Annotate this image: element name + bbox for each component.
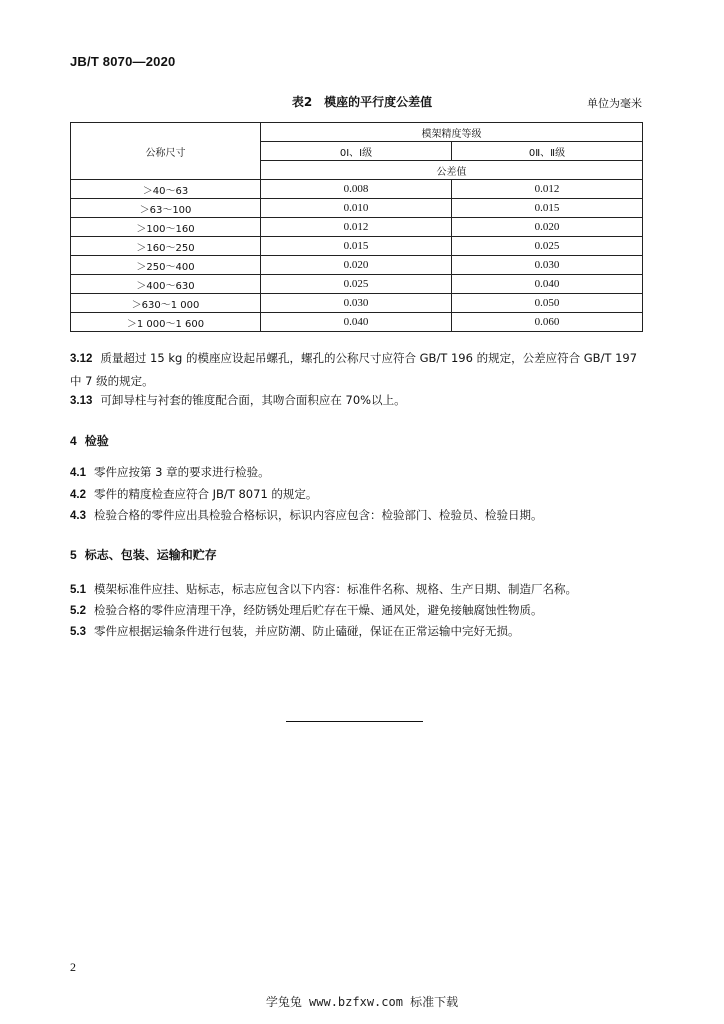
unit-note: 单位为毫米 <box>587 97 642 110</box>
clause-text: 质量超过 15 kg 的模座应设起吊螺孔，螺孔的公称尺寸应符合 GB/T 196 的规定，公差应符合 GB/T 197 中 7 级的规定。 <box>70 351 638 388</box>
clause-4-3 <box>70 504 645 527</box>
cell-size: ＞63～100 <box>71 199 261 218</box>
page-number: 2 <box>70 960 76 974</box>
clause-text: 检验合格的零件应出具检验合格标识，标识内容应包含：检验部门、检验员、检验日期。 <box>94 508 543 522</box>
table-row <box>71 237 643 256</box>
section-4-heading <box>70 432 109 449</box>
clause-text: 模架标准件应挂、贴标志，标志应包含以下内容：标准件名称、规格、生产日期、制造厂名称。 <box>94 582 577 596</box>
cell-grade-1: 0.025 <box>261 275 452 294</box>
cell-size: ＞400～630 <box>71 275 261 294</box>
cell-grade-2: 0.020 <box>452 218 643 237</box>
standard-code: JB/T 8070—2020 <box>70 54 176 69</box>
clause-number: 4.3 <box>70 510 86 522</box>
section-number: 4 <box>70 434 77 448</box>
end-of-document-rule <box>286 721 423 722</box>
header-nominal-size: 公称尺寸 <box>71 123 261 180</box>
header-tolerance: 公差值 <box>261 161 643 180</box>
header-grade-2: 0Ⅱ、Ⅱ级 <box>452 142 643 161</box>
clause-5-3 <box>70 620 645 643</box>
cell-grade-1: 0.010 <box>261 199 452 218</box>
clause-5-2 <box>70 599 645 622</box>
parallelism-tolerance-table <box>70 122 643 332</box>
cell-grade-1: 0.020 <box>261 256 452 275</box>
header-grade-1: 0Ⅰ、Ⅰ级 <box>261 142 452 161</box>
cell-grade-1: 0.030 <box>261 294 452 313</box>
clause-4-1 <box>70 461 645 484</box>
clause-number: 3.13 <box>70 395 93 407</box>
cell-size: ＞160～250 <box>71 237 261 256</box>
clause-number: 5.1 <box>70 584 86 596</box>
table-row <box>71 218 643 237</box>
cell-grade-2: 0.040 <box>452 275 643 294</box>
cell-size: ＞1 000～1 600 <box>71 313 261 332</box>
clause-3-12 <box>70 347 645 392</box>
clause-number: 4.2 <box>70 489 86 501</box>
table-row <box>71 180 643 199</box>
section-title: 检验 <box>84 434 109 448</box>
cell-grade-2: 0.015 <box>452 199 643 218</box>
clause-number: 5.3 <box>70 626 86 638</box>
table-row <box>71 294 643 313</box>
clause-text: 零件的精度检查应符合 JB/T 8071 的规定。 <box>94 487 318 501</box>
table-row <box>71 275 643 294</box>
cell-grade-2: 0.050 <box>452 294 643 313</box>
cell-size: ＞250～400 <box>71 256 261 275</box>
clause-text: 检验合格的零件应清理干净，经防锈处理后贮存在干燥、通风处，避免接触腐蚀性物质。 <box>94 603 543 617</box>
clause-number: 5.2 <box>70 605 86 617</box>
cell-grade-2: 0.060 <box>452 313 643 332</box>
section-5-heading <box>70 546 217 563</box>
clause-3-13 <box>70 389 645 412</box>
section-number: 5 <box>70 548 77 562</box>
clause-5-1 <box>70 578 645 601</box>
header-precision-grade: 模架精度等级 <box>261 123 643 142</box>
clause-4-2 <box>70 483 645 506</box>
cell-size: ＞100～160 <box>71 218 261 237</box>
clause-text: 零件应根据运输条件进行包装，并应防潮、防止磕碰，保证在正常运输中完好无损。 <box>94 624 520 638</box>
clause-number: 3.12 <box>70 353 93 365</box>
cell-grade-2: 0.025 <box>452 237 643 256</box>
section-title: 标志、包装、运输和贮存 <box>84 548 217 562</box>
footer-watermark: 学兔兔 www.bzfxw.com 标准下载 <box>265 995 459 1009</box>
cell-size: ＞40～63 <box>71 180 261 199</box>
table-row <box>71 256 643 275</box>
cell-grade-1: 0.015 <box>261 237 452 256</box>
cell-grade-2: 0.012 <box>452 180 643 199</box>
cell-grade-1: 0.008 <box>261 180 452 199</box>
table-row <box>71 313 643 332</box>
clause-number: 4.1 <box>70 467 86 479</box>
clause-text: 零件应按第 3 章的要求进行检验。 <box>94 465 270 479</box>
cell-grade-1: 0.040 <box>261 313 452 332</box>
cell-size: ＞630～1 000 <box>71 294 261 313</box>
cell-grade-1: 0.012 <box>261 218 452 237</box>
cell-grade-2: 0.030 <box>452 256 643 275</box>
clause-text: 可卸导柱与衬套的锥度配合面，其吻合面积应在 70%以上。 <box>100 393 406 407</box>
table-row <box>71 199 643 218</box>
table-caption: 表2 模座的平行度公差值 <box>291 95 433 109</box>
